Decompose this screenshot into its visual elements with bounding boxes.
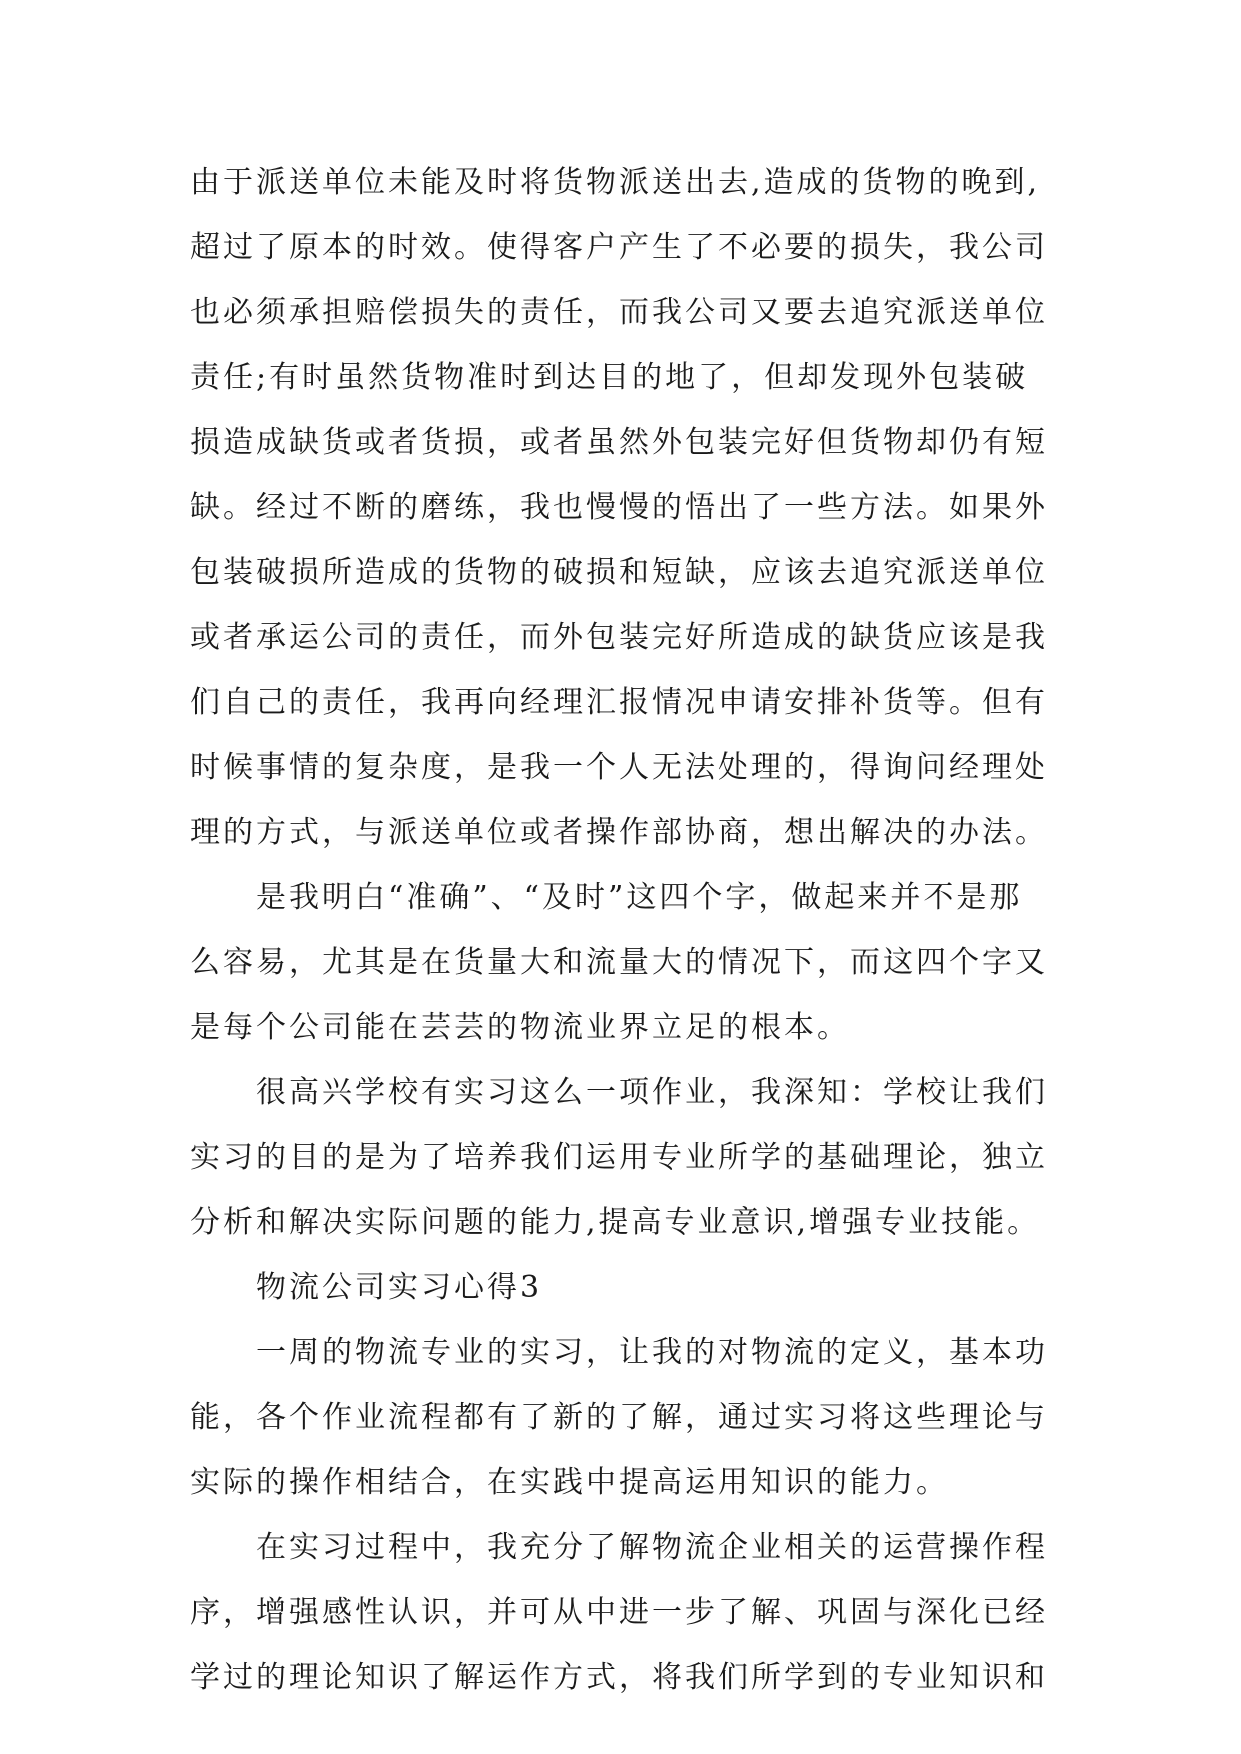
- text-line: 实际的操作相结合，在实践中提高运用知识的能力。: [190, 1465, 949, 1500]
- text-line: 也必须承担赔偿损失的责任，而我公司又要去追究派送单位: [190, 295, 1048, 330]
- text-line: 时候事情的复杂度，是我一个人无法处理的，得询问经理处: [190, 750, 1048, 785]
- paragraph-start: 很高兴学校有实习这么一项作业，我深知：学校让我们: [190, 1075, 1048, 1110]
- text-line: 超过了原本的时效。使得客户产生了不必要的损失，我公司: [190, 230, 1048, 265]
- body-text: [190, 150, 1090, 1710]
- text-line: 缺。经过不断的磨练，我也慢慢的悟出了一些方法。如果外: [190, 490, 1048, 525]
- text-line: 由于派送单位未能及时将货物派送出去,造成的货物的晚到,: [190, 165, 1041, 200]
- text-line: 分析和解决实际问题的能力,提高专业意识,增强专业技能。: [190, 1205, 1041, 1240]
- text-line: 包装破损所造成的货物的破损和短缺，应该去追究派送单位: [190, 555, 1048, 590]
- paragraph-start: 在实习过程中，我充分了解物流企业相关的运营操作程: [190, 1530, 1048, 1565]
- text-line: 么容易，尤其是在货量大和流量大的情况下，而这四个字又: [190, 945, 1048, 980]
- text-line: 学过的理论知识了解运作方式，将我们所学到的专业知识和: [190, 1660, 1048, 1695]
- text-line: 能，各个作业流程都有了新的了解，通过实习将这些理论与: [190, 1400, 1048, 1435]
- paragraph-start: 是我明白“准确”、“及时”这四个字，做起来并不是那: [190, 880, 1023, 915]
- section-heading: 物流公司实习心得3: [190, 1270, 543, 1305]
- text-line: 损造成缺货或者货损，或者虽然外包装完好但货物却仍有短: [190, 425, 1048, 460]
- text-line: 实习的目的是为了培养我们运用专业所学的基础理论，独立: [190, 1140, 1048, 1175]
- text-line: 是每个公司能在芸芸的物流业界立足的根本。: [190, 1010, 850, 1045]
- text-line: 序，增强感性认识，并可从中进一步了解、巩固与深化已经: [190, 1595, 1048, 1630]
- text-line: 们自己的责任，我再向经理汇报情况申请安排补货等。但有: [190, 685, 1048, 720]
- text-line: 理的方式，与派送单位或者操作部协商，想出解决的办法。: [190, 815, 1048, 850]
- paragraph-start: 一周的物流专业的实习，让我的对物流的定义，基本功: [190, 1335, 1048, 1370]
- text-line: 责任;有时虽然货物准时到达目的地了，但却发现外包装破: [190, 360, 1029, 395]
- text-line: 或者承运公司的责任，而外包装完好所造成的缺货应该是我: [190, 620, 1048, 655]
